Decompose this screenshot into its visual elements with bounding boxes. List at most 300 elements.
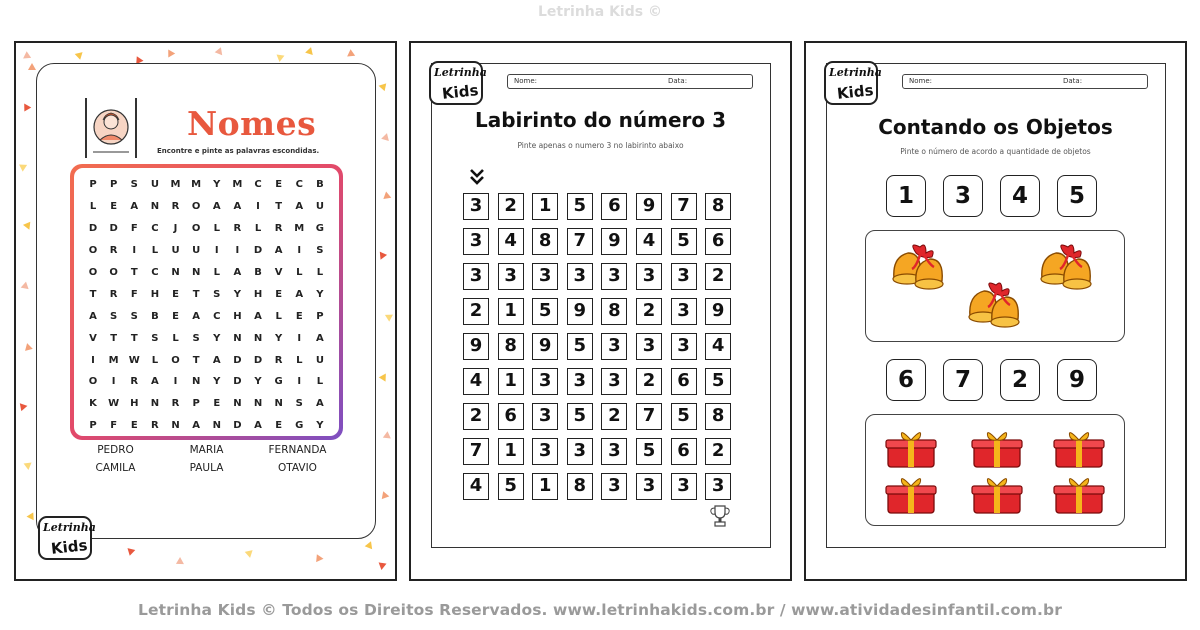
maze-cell[interactable]: 7 <box>671 193 697 220</box>
grid-letter[interactable]: A <box>274 245 283 257</box>
grid-row <box>84 283 329 305</box>
grid-letter[interactable]: E <box>172 310 179 322</box>
maze-row <box>463 263 740 298</box>
grid-letter[interactable]: O <box>191 223 201 235</box>
grid-letter[interactable]: A <box>254 310 262 322</box>
grid-letter[interactable]: O <box>109 267 118 278</box>
word-to-find: CAMILA <box>95 462 136 474</box>
grid-letter[interactable]: I <box>256 201 260 213</box>
gift-icon <box>884 427 938 471</box>
maze-cell[interactable]: 3 <box>463 193 489 220</box>
maze-cell[interactable]: 4 <box>463 368 489 395</box>
maze-row <box>463 473 740 508</box>
grid-letter[interactable]: E <box>275 179 283 191</box>
grid-letter[interactable]: A <box>295 288 304 300</box>
date-label: Data: <box>668 77 688 85</box>
maze-cell[interactable]: 3 <box>601 438 627 465</box>
grid-letter[interactable]: A <box>192 420 200 432</box>
maze-cell[interactable]: 9 <box>532 333 558 360</box>
grid-letter[interactable]: D <box>109 223 118 235</box>
grid-letter[interactable]: L <box>275 310 282 322</box>
maze-cell[interactable]: 3 <box>636 473 662 500</box>
confetti-triangle <box>276 54 285 62</box>
number-option[interactable]: 4 <box>1000 175 1040 217</box>
grid-letter[interactable]: M <box>108 354 119 366</box>
grid-letter[interactable]: L <box>213 223 220 235</box>
word-grid[interactable] <box>74 168 339 436</box>
grid-letter[interactable]: A <box>212 354 221 366</box>
confetti-triangle <box>365 541 376 551</box>
name-date-field[interactable] <box>902 74 1148 89</box>
gift-icon <box>1052 473 1106 517</box>
grid-letter[interactable]: S <box>213 288 221 300</box>
maze-cell[interactable]: 9 <box>463 333 489 360</box>
name-date-field[interactable] <box>507 74 753 89</box>
grid-letter[interactable]: H <box>130 398 139 410</box>
grid-letter[interactable]: C <box>213 310 221 322</box>
grid-letter[interactable]: N <box>233 398 242 410</box>
confetti-triangle <box>316 554 324 563</box>
grid-letter[interactable]: M <box>294 223 305 235</box>
logo-text-top: Letrinha <box>829 66 882 79</box>
maze-sheet[interactable] <box>409 41 792 581</box>
grid-letter[interactable]: D <box>233 420 242 432</box>
maze-cell[interactable]: 3 <box>601 473 627 500</box>
grid-row <box>84 393 329 415</box>
logo-text-bottom: Kids <box>49 536 88 558</box>
maze-cell[interactable]: 3 <box>532 368 558 395</box>
grid-letter[interactable]: L <box>316 267 324 278</box>
confetti-triangle <box>19 161 29 171</box>
maze-cell[interactable]: 1 <box>532 193 558 220</box>
grid-letter[interactable]: U <box>150 179 159 191</box>
page-title: Nomes <box>187 104 317 143</box>
confetti-triangle <box>23 342 33 351</box>
grid-letter[interactable]: O <box>191 201 201 213</box>
confetti-triangle <box>378 562 387 570</box>
grid-letter[interactable]: N <box>150 398 160 410</box>
maze-cell[interactable]: 3 <box>567 438 593 465</box>
maze-row <box>463 368 740 403</box>
grid-letter[interactable]: R <box>151 420 159 432</box>
confetti-triangle <box>75 49 86 60</box>
grid-letter[interactable]: A <box>151 376 159 388</box>
grid-letter[interactable]: I <box>111 376 116 388</box>
maze-cell[interactable]: 9 <box>636 193 662 220</box>
grid-letter[interactable]: D <box>233 376 242 388</box>
number-maze[interactable] <box>463 193 740 508</box>
number-option[interactable]: 5 <box>1057 175 1097 217</box>
grid-letter[interactable]: N <box>191 267 201 278</box>
maze-cell[interactable]: 3 <box>601 263 627 290</box>
maze-cell[interactable]: 9 <box>567 298 593 325</box>
number-option[interactable]: 9 <box>1057 359 1097 401</box>
maze-cell[interactable]: 5 <box>567 193 593 220</box>
maze-cell[interactable]: 3 <box>671 298 697 325</box>
grid-letter[interactable]: Y <box>316 288 324 300</box>
grid-letter[interactable]: A <box>233 201 242 213</box>
grid-letter[interactable]: E <box>295 310 303 322</box>
double-chevron-down-icon <box>469 168 485 186</box>
date-label: Data: <box>1063 77 1083 85</box>
maze-cell[interactable]: 2 <box>463 403 489 430</box>
grid-letter[interactable]: E <box>213 398 221 410</box>
gift-icon <box>1052 427 1106 471</box>
maze-cell[interactable]: 9 <box>601 228 627 255</box>
grid-letter[interactable]: L <box>213 267 220 278</box>
confetti-triangle <box>125 545 136 556</box>
number-option[interactable]: 1 <box>886 175 926 217</box>
grid-letter[interactable]: C <box>254 179 262 191</box>
maze-cell[interactable]: 2 <box>463 298 489 325</box>
grid-letter[interactable]: L <box>151 245 159 257</box>
grid-letter[interactable]: N <box>171 267 180 278</box>
maze-cell[interactable]: 7 <box>463 438 489 465</box>
confetti-triangle <box>377 252 387 262</box>
grid-letter[interactable]: L <box>172 332 179 344</box>
maze-cell[interactable]: 5 <box>705 368 731 395</box>
grid-letter[interactable]: N <box>150 201 160 213</box>
name-label: Nome: <box>909 77 933 85</box>
maze-cell[interactable]: 8 <box>498 333 524 360</box>
grid-row <box>84 218 329 240</box>
grid-letter[interactable]: A <box>254 420 262 432</box>
grid-letter[interactable]: N <box>233 332 242 344</box>
maze-cell[interactable]: 5 <box>567 333 593 360</box>
grid-letter[interactable]: V <box>89 332 97 344</box>
maze-cell[interactable]: 5 <box>498 473 524 500</box>
maze-cell[interactable]: 6 <box>671 368 697 395</box>
grid-letter[interactable]: H <box>233 310 242 322</box>
maze-cell[interactable]: 7 <box>636 403 662 430</box>
grid-letter[interactable]: C <box>151 223 159 235</box>
grid-row <box>84 349 329 371</box>
objects-box-gifts <box>865 414 1125 526</box>
grid-letter[interactable]: I <box>214 245 219 257</box>
maze-cell[interactable]: 4 <box>705 333 731 360</box>
grid-letter[interactable]: E <box>130 420 138 432</box>
grid-letter[interactable]: B <box>151 310 159 322</box>
grid-row <box>84 415 329 437</box>
maze-cell[interactable]: 5 <box>636 438 662 465</box>
maze-cell[interactable]: 8 <box>601 298 627 325</box>
grid-letter[interactable]: C <box>151 267 159 278</box>
grid-letter[interactable]: T <box>110 332 118 344</box>
grid-letter[interactable]: D <box>88 223 98 235</box>
grid-letter[interactable]: T <box>130 332 138 344</box>
grid-letter[interactable]: R <box>274 354 283 366</box>
grid-letter[interactable]: F <box>130 223 138 235</box>
grid-letter[interactable]: W <box>108 398 120 410</box>
grid-letter[interactable]: G <box>295 420 304 432</box>
grid-letter[interactable]: I <box>235 245 240 257</box>
maze-cell[interactable]: 4 <box>463 473 489 500</box>
grid-letter[interactable]: A <box>192 310 200 322</box>
grid-letter[interactable]: R <box>109 288 118 300</box>
grid-letter[interactable]: I <box>297 245 302 257</box>
grid-letter[interactable]: N <box>253 332 263 344</box>
grid-letter[interactable]: T <box>192 288 200 300</box>
confetti-triangle <box>305 46 315 55</box>
grid-letter[interactable]: P <box>89 420 97 432</box>
grid-letter[interactable]: P <box>316 310 324 322</box>
letrinha-kids-logo <box>429 61 487 105</box>
maze-row <box>463 333 740 368</box>
grid-row <box>84 174 329 196</box>
grid-letter[interactable]: H <box>150 288 160 300</box>
maze-cell[interactable]: 5 <box>671 403 697 430</box>
maze-cell[interactable]: 3 <box>671 473 697 500</box>
grid-letter[interactable]: S <box>151 332 159 344</box>
confetti-triangle <box>26 512 33 520</box>
grid-letter[interactable]: R <box>233 223 242 235</box>
maze-cell[interactable]: 2 <box>636 298 662 325</box>
grid-letter[interactable]: U <box>315 354 324 366</box>
grid-letter[interactable]: U <box>192 245 201 257</box>
letrinha-kids-logo <box>824 61 882 105</box>
grid-letter[interactable]: Y <box>213 179 221 191</box>
grid-letter[interactable]: T <box>192 354 200 366</box>
maze-cell[interactable]: 1 <box>498 298 524 325</box>
grid-letter[interactable]: Y <box>213 332 221 344</box>
grid-letter[interactable]: A <box>89 310 97 322</box>
grid-letter[interactable]: R <box>274 223 283 235</box>
grid-row <box>84 196 329 218</box>
grid-letter[interactable]: Y <box>233 288 241 300</box>
maze-cell[interactable]: 6 <box>498 403 524 430</box>
maze-cell[interactable]: 3 <box>532 263 558 290</box>
grid-letter[interactable]: I <box>173 376 178 388</box>
number-options-group-1 <box>886 175 1114 217</box>
grid-letter[interactable]: K <box>89 398 97 410</box>
grid-letter[interactable]: A <box>212 201 221 213</box>
grid-letter[interactable]: A <box>233 267 242 278</box>
confetti-triangle <box>19 282 28 292</box>
number-option[interactable]: 3 <box>943 175 983 217</box>
maze-cell[interactable]: 1 <box>498 438 524 465</box>
maze-cell[interactable]: 3 <box>671 333 697 360</box>
grid-letter[interactable]: E <box>275 420 283 432</box>
grid-letter[interactable]: B <box>316 179 324 191</box>
grid-letter[interactable]: S <box>130 179 138 191</box>
gift-icon <box>970 427 1024 471</box>
grid-letter[interactable]: D <box>253 245 263 257</box>
grid-letter[interactable]: F <box>130 288 138 300</box>
confetti-triangle <box>28 63 36 70</box>
grid-letter[interactable]: R <box>109 245 118 257</box>
grid-letter[interactable]: V <box>274 267 283 278</box>
word-to-find: OTAVIO <box>278 462 317 474</box>
grid-letter[interactable]: P <box>89 179 97 191</box>
grid-letter[interactable]: A <box>316 332 324 344</box>
grid-letter[interactable]: S <box>130 310 138 322</box>
grid-letter[interactable]: T <box>275 201 283 213</box>
grid-letter[interactable]: C <box>295 179 303 191</box>
grid-letter[interactable]: P <box>192 398 200 410</box>
grid-letter[interactable]: Y <box>213 376 221 388</box>
grid-letter[interactable]: G <box>274 376 283 388</box>
maze-cell[interactable]: 2 <box>705 438 731 465</box>
grid-letter[interactable]: L <box>89 201 97 213</box>
maze-cell[interactable]: 3 <box>671 263 697 290</box>
grid-letter[interactable]: A <box>295 201 304 213</box>
number-option[interactable]: 2 <box>1000 359 1040 401</box>
grid-letter[interactable]: U <box>315 201 324 213</box>
maze-row <box>463 438 740 473</box>
grid-letter[interactable]: I <box>132 245 137 257</box>
bell-icon <box>886 239 956 294</box>
maze-cell[interactable]: 3 <box>532 438 558 465</box>
maze-cell[interactable]: 5 <box>532 298 558 325</box>
grid-letter[interactable]: N <box>171 420 180 432</box>
grid-row <box>84 371 329 393</box>
maze-cell[interactable]: 8 <box>705 403 731 430</box>
maze-cell[interactable]: 3 <box>567 263 593 290</box>
grid-letter[interactable]: E <box>172 288 179 300</box>
word-to-find: MARIA <box>189 444 224 456</box>
grid-letter[interactable]: Y <box>254 376 262 388</box>
grid-letter[interactable]: O <box>88 245 98 257</box>
grid-row <box>84 305 329 327</box>
grid-letter[interactable]: L <box>296 267 303 278</box>
maze-row <box>463 228 740 263</box>
maze-cell[interactable]: 2 <box>636 368 662 395</box>
maze-cell[interactable]: 2 <box>601 403 627 430</box>
maze-cell[interactable]: 6 <box>705 228 731 255</box>
maze-cell[interactable]: 8 <box>705 193 731 220</box>
maze-cell[interactable]: 2 <box>498 193 524 220</box>
word-to-find: PAULA <box>189 462 224 474</box>
maze-cell[interactable]: 3 <box>601 333 627 360</box>
confetti-triangle <box>245 547 256 558</box>
confetti-triangle <box>383 431 393 442</box>
confetti-triangle <box>20 402 28 411</box>
grid-letter[interactable]: O <box>88 267 98 278</box>
number-option[interactable]: 7 <box>943 359 983 401</box>
maze-row <box>463 193 740 228</box>
grid-letter[interactable]: Y <box>275 332 283 344</box>
grid-letter[interactable]: N <box>191 376 201 388</box>
word-grid-frame <box>70 164 343 440</box>
grid-letter[interactable]: D <box>253 354 263 366</box>
maze-cell[interactable]: 4 <box>498 228 524 255</box>
grid-letter[interactable]: M <box>232 179 243 191</box>
maze-cell[interactable]: 5 <box>671 228 697 255</box>
maze-cell[interactable]: 3 <box>636 333 662 360</box>
grid-letter[interactable]: N <box>274 398 283 410</box>
page-title: Labirinto do número 3 <box>474 108 726 132</box>
grid-letter[interactable]: B <box>254 267 262 278</box>
maze-cell[interactable]: 3 <box>636 263 662 290</box>
grid-letter[interactable]: E <box>275 288 283 300</box>
number-options-group-2 <box>886 359 1114 401</box>
grid-letter[interactable]: O <box>88 376 98 388</box>
grid-letter[interactable]: R <box>171 398 180 410</box>
grid-letter[interactable]: M <box>170 179 181 191</box>
maze-cell[interactable]: 6 <box>671 438 697 465</box>
maze-cell[interactable]: 1 <box>532 473 558 500</box>
counting-sheet[interactable] <box>804 41 1187 581</box>
grid-letter[interactable]: T <box>89 288 97 300</box>
grid-letter[interactable]: H <box>253 288 263 300</box>
letrinha-kids-logo <box>38 516 96 560</box>
grid-letter[interactable]: S <box>110 310 118 322</box>
grid-letter[interactable]: G <box>315 223 324 235</box>
grid-letter[interactable]: O <box>171 354 180 366</box>
grid-letter[interactable]: F <box>110 420 118 432</box>
maze-cell[interactable]: 8 <box>532 228 558 255</box>
grid-letter[interactable]: R <box>130 376 139 388</box>
grid-letter[interactable]: Y <box>316 420 324 432</box>
maze-cell[interactable]: 5 <box>567 403 593 430</box>
maze-cell[interactable]: 3 <box>601 368 627 395</box>
grid-letter[interactable]: P <box>109 179 118 191</box>
grid-letter[interactable]: L <box>316 376 324 388</box>
maze-cell[interactable]: 3 <box>498 263 524 290</box>
grid-letter[interactable]: D <box>233 354 242 366</box>
grid-letter[interactable]: S <box>316 245 324 257</box>
grid-letter[interactable]: N <box>212 420 221 432</box>
logo-text-top: Letrinha <box>43 521 96 534</box>
grid-letter[interactable]: I <box>297 332 302 344</box>
confetti-triangle <box>21 51 31 62</box>
maze-cell[interactable]: 9 <box>705 298 731 325</box>
maze-cell[interactable]: 4 <box>636 228 662 255</box>
maze-cell[interactable]: 1 <box>498 368 524 395</box>
grid-letter[interactable]: A <box>130 201 139 213</box>
grid-letter[interactable]: E <box>110 201 118 213</box>
grid-letter[interactable]: J <box>173 223 178 235</box>
grid-letter[interactable]: W <box>128 354 140 366</box>
grid-letter[interactable]: M <box>191 179 202 191</box>
grid-letter[interactable]: T <box>130 267 138 278</box>
confetti-triangle <box>165 47 175 57</box>
confetti-triangle <box>383 311 393 321</box>
maze-cell[interactable]: 3 <box>567 368 593 395</box>
bell-icon <box>1034 239 1104 294</box>
maze-cell[interactable]: 3 <box>705 473 731 500</box>
maze-cell[interactable]: 6 <box>601 193 627 220</box>
word-search-sheet[interactable] <box>14 41 397 581</box>
grid-letter[interactable]: A <box>316 398 324 410</box>
gift-icon <box>970 473 1024 517</box>
number-option[interactable]: 6 <box>886 359 926 401</box>
grid-letter[interactable]: L <box>254 223 262 235</box>
grid-letter[interactable]: U <box>171 245 180 257</box>
confetti-triangle <box>379 371 389 381</box>
grid-letter[interactable]: S <box>295 398 303 410</box>
maze-cell[interactable]: 2 <box>705 263 731 290</box>
maze-row <box>463 403 740 438</box>
maze-cell[interactable]: 3 <box>463 263 489 290</box>
confetti-triangle <box>378 82 387 91</box>
maze-cell[interactable]: 3 <box>463 228 489 255</box>
grid-letter[interactable]: I <box>297 376 302 388</box>
maze-cell[interactable]: 7 <box>567 228 593 255</box>
maze-cell[interactable]: 3 <box>532 403 558 430</box>
instructions: Encontre e pinte as palavras escondidas. <box>157 147 320 155</box>
maze-cell[interactable]: 8 <box>567 473 593 500</box>
grid-letter[interactable]: N <box>253 398 263 410</box>
grid-letter[interactable]: R <box>171 201 180 213</box>
confetti-triangle <box>215 47 226 57</box>
grid-letter[interactable]: I <box>91 354 95 366</box>
instructions: Pinte apenas o numero 3 no labirinto abaixo <box>517 141 684 150</box>
confetti-triangle <box>176 557 184 564</box>
grid-letter[interactable]: S <box>192 332 200 344</box>
grid-letter[interactable]: L <box>296 354 303 366</box>
grid-letter[interactable]: L <box>151 354 159 366</box>
